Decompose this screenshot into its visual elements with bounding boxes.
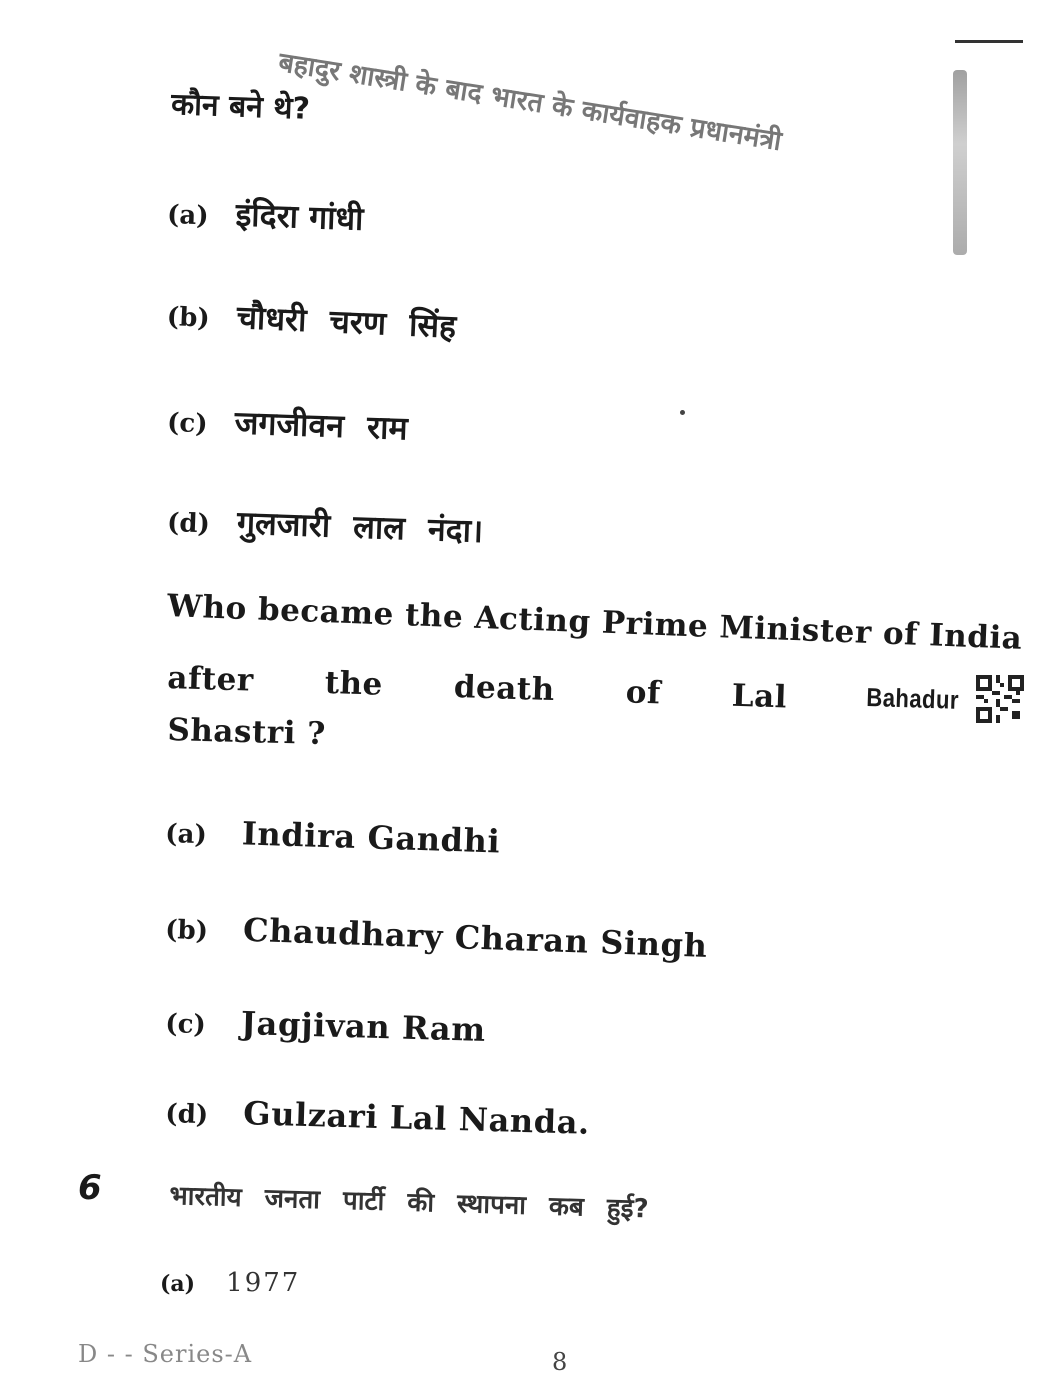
question5-english-line3: Shastri ? <box>167 712 327 753</box>
option-text: Gulzari Lal Nanda. <box>242 1094 591 1142</box>
word: death <box>453 669 556 709</box>
scan-smudge <box>953 70 967 255</box>
question5-hindi-line1: बहादुर शास्त्री के बाद भारत के कार्यवाहक प्रधानमंत्री <box>276 46 784 158</box>
option-label: (a) <box>166 199 210 232</box>
hindi-option-d <box>166 498 483 552</box>
option-text: गुलजारी लाल नंदा। <box>236 503 484 551</box>
english-option-b <box>165 908 708 965</box>
option-label: (d) <box>164 1098 209 1131</box>
option-label: (a) <box>164 818 208 851</box>
option-label: (a) <box>160 1271 196 1297</box>
option-text: इंदिरा गांधी <box>235 195 365 238</box>
option-label: (c) <box>166 407 209 440</box>
word: after <box>166 660 255 699</box>
option-text: चौधरी चरण सिंह <box>236 298 457 346</box>
option-label: (b) <box>164 914 209 947</box>
question6-hindi: भारतीय जनता पार्टी की स्थापना कब हुई? <box>169 1180 649 1225</box>
question5-english-line1: Who became the Acting Prime Minister of India <box>166 588 1023 657</box>
option-label: (b) <box>166 301 211 334</box>
hindi-option-a <box>166 190 364 240</box>
qr-code-icon <box>976 675 1024 723</box>
page-number: 8 <box>552 1348 568 1376</box>
corner-mark <box>955 40 1023 43</box>
word: Bahadur <box>865 681 960 715</box>
english-option-a <box>165 812 501 861</box>
option-text: जगजीवन राम <box>234 403 409 448</box>
english-option-d <box>165 1092 590 1142</box>
question6-option-a <box>160 1268 300 1298</box>
question5-english-line2 <box>167 660 968 721</box>
question6-number: 6 <box>78 1168 102 1208</box>
option-text: 1977 <box>226 1268 301 1298</box>
option-text: Indira Gandhi <box>241 814 501 861</box>
ink-dot <box>680 410 685 415</box>
word: Lal <box>731 677 788 716</box>
option-label: (c) <box>164 1008 207 1041</box>
word: of <box>625 674 662 712</box>
option-label: (d) <box>166 507 211 540</box>
hindi-option-c <box>166 398 408 449</box>
option-text: Chaudhary Charan Singh <box>242 910 709 965</box>
word: the <box>324 664 384 703</box>
question5-hindi-line2: कौन बने थे? <box>170 86 311 127</box>
english-option-c <box>165 1002 486 1049</box>
hindi-option-b <box>166 292 457 348</box>
footer-series: D - - Series-A <box>78 1340 253 1368</box>
option-text: Jagjivan Ram <box>240 1004 487 1049</box>
